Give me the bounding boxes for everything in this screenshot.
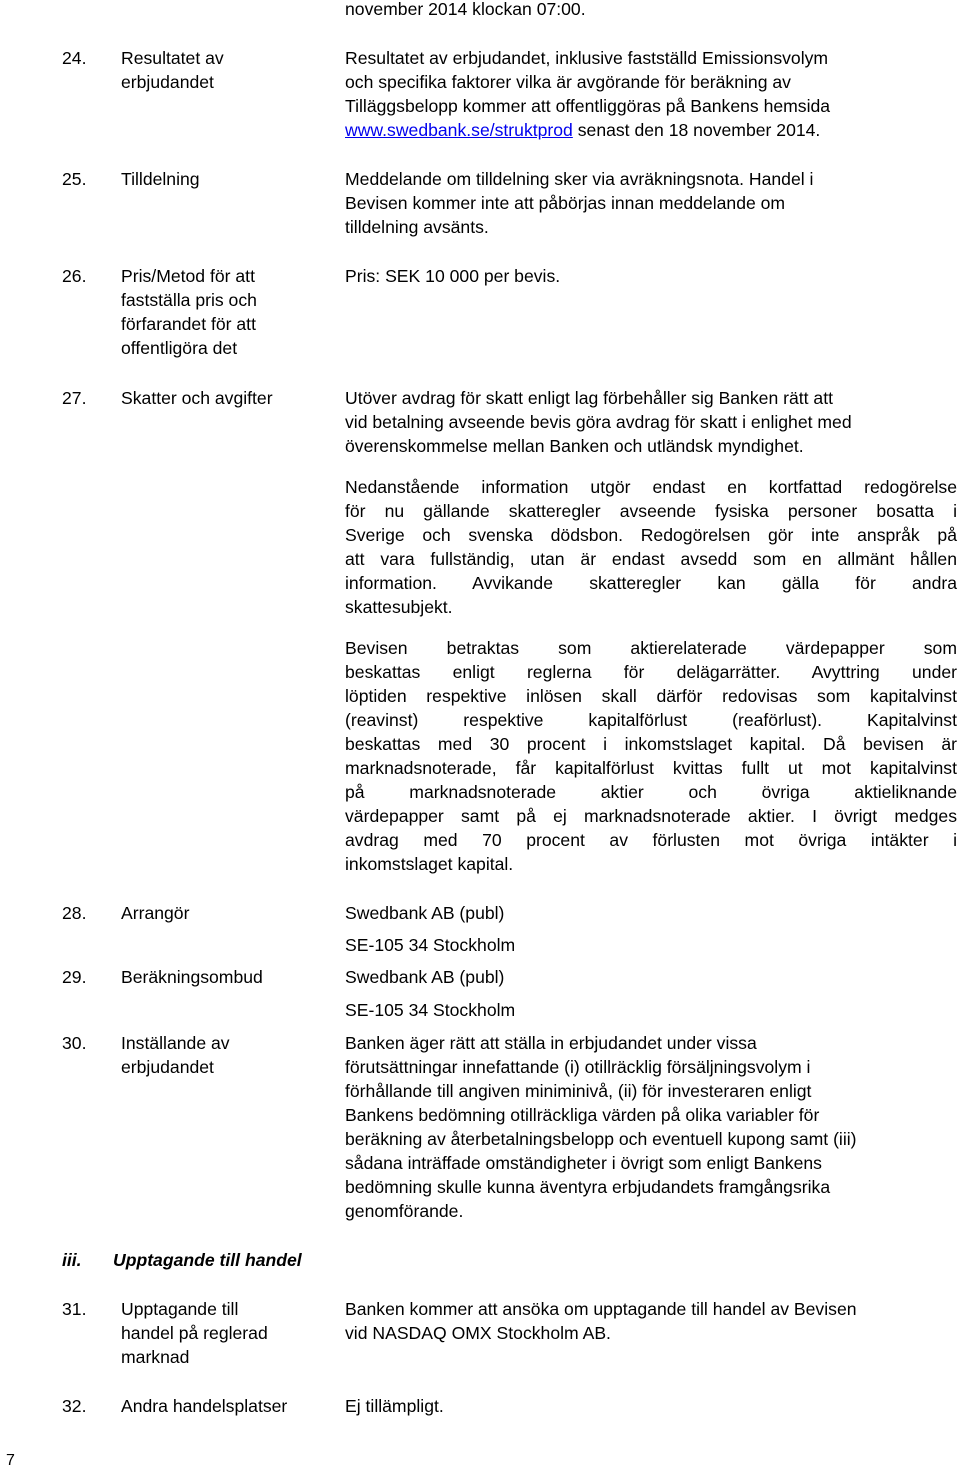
section-27-p3-line: beskattas enligt reglerna för delägarrätter. Avyttring under <box>345 662 957 682</box>
section-28-value-name: Swedbank AB (publ) <box>345 903 505 923</box>
section-31-value <box>345 1297 957 1345</box>
section-24-label-line: erbjudandet <box>121 72 214 92</box>
section-30-value-line: beräkning av återbetalningsbelopp och eventuell kupong samt (iii) <box>345 1129 857 1149</box>
section-29-label: Beräkningsombud <box>121 967 263 987</box>
section-30-value-line: genomförande. <box>345 1201 464 1221</box>
section-27-p1-line: vid betalning avseende bevis göra avdrag för skatt i enlighet med <box>345 412 852 432</box>
section-27-p3-line: (reavinst) respektive kapitalförlust (reaförlust). Kapitalvinst <box>345 710 957 730</box>
section-24-value-line: och specifika faktorer vilka är avgörande för beräkning av <box>345 72 791 92</box>
section-30-value-line: Banken äger rätt att ställa in erbjudandet under vissa <box>345 1033 757 1053</box>
section-30-value <box>345 1031 957 1223</box>
section-24-value-line: Tilläggsbelopp kommer att offentliggöras på Bankens hemsida <box>345 96 831 116</box>
page-number: 7 <box>6 1452 15 1469</box>
section-32-label: Andra handelsplatser <box>121 1396 288 1416</box>
section-26-label-line: förfarandet för att <box>121 314 256 334</box>
section-24-value-line: Resultatet av erbjudandet, inklusive fastställd Emissionsvolym <box>345 48 829 68</box>
section-25-label: Tilldelning <box>121 169 200 189</box>
section-27-p2-line: Sverige och svenska dödsbon. Redogörelsen gör inte anspråk på <box>345 525 957 545</box>
heading-iii-title: Upptagande till handel <box>113 1250 302 1270</box>
section-25-value-line: Bevisen kommer inte att påbörjas innan meddelande om <box>345 193 786 213</box>
section-27-p1-line: Utöver avdrag för skatt enligt lag förbehåller sig Banken rätt att <box>345 388 833 408</box>
section-28-value-address: SE-105 34 Stockholm <box>345 935 516 955</box>
section-30-value-line: förhållande till angiven miniminivå, (ii) för investeraren enligt <box>345 1081 812 1101</box>
section-30-label-line: Inställande av <box>121 1033 230 1053</box>
section-31-number: 31. <box>62 1299 87 1319</box>
section-27-p1-line: överenskommelse mellan Banken och utländsk myndighet. <box>345 436 804 456</box>
section-29-number: 29. <box>62 967 87 987</box>
section-27-paragraph-3 <box>345 636 957 876</box>
section-31-label <box>121 1297 326 1369</box>
section-26-label <box>121 264 326 360</box>
section-27-p3-line: inkomstslaget kapital. <box>345 854 514 874</box>
section-27-p2-line: att vara fullständig, utan är endast avsedd som en allmänt hållen <box>345 549 957 569</box>
section-27-number: 27. <box>62 388 87 408</box>
section-27-p3-line: värdepapper samt på ej marknadsnoterade aktier. I övrigt medges <box>345 806 957 826</box>
section-25-value-line: Meddelande om tilldelning sker via avräkningsnota. Handel i <box>345 169 814 189</box>
section-27-p2-line: för nu gällande skatteregler avseende fysiska personer bosatta i <box>345 501 957 521</box>
section-27-label: Skatter och avgifter <box>121 388 273 408</box>
section-24-label-line: Resultatet av <box>121 48 224 68</box>
section-30-value-line: bedömning skulle kunna äventyra erbjudandets framgångsrika <box>345 1177 831 1197</box>
section-30-value-line: förutsättningar innefattande (i) otillräcklig försäljningsvolym i <box>345 1057 811 1077</box>
section-26-label-line: offentligöra det <box>121 338 238 358</box>
heading-iii-number: iii. <box>62 1250 82 1270</box>
section-28-number: 28. <box>62 903 87 923</box>
section-27-p3-line: Bevisen betraktas som aktierelaterade värdepapper som <box>345 638 957 658</box>
section-30-value-line: sådana inträffade omständigheter i övrigt som enligt Bankens <box>345 1153 822 1173</box>
section-24-value-link-line <box>345 118 957 142</box>
section-25-number: 25. <box>62 169 87 189</box>
section-27-paragraph-2 <box>345 475 957 619</box>
section-27-paragraph-1 <box>345 386 957 458</box>
section-31-label-line: handel på reglerad <box>121 1323 268 1343</box>
section-27-p2-line: skattesubjekt. <box>345 597 453 617</box>
section-28-label: Arrangör <box>121 903 190 923</box>
section-31-label-line: Upptagande till <box>121 1299 239 1319</box>
section-30-label-line: erbjudandet <box>121 1057 214 1077</box>
section-29-value-address: SE-105 34 Stockholm <box>345 1000 516 1020</box>
section-26-label-line: Pris/Metod för att <box>121 266 255 286</box>
header-fragment: november 2014 klockan 07:00. <box>345 0 586 19</box>
section-32-value: Ej tillämpligt. <box>345 1396 444 1416</box>
section-27-p3-line: beskattas med 30 procent i inkomstslaget kapital. Då bevisen är <box>345 734 957 754</box>
section-26-number: 26. <box>62 266 87 286</box>
section-30-value-line: Bankens bedömning otillräckliga värden på olika variabler för <box>345 1105 820 1125</box>
section-27-p3-line: löptiden respektive inlösen skall därför redovisas som kapitalvinst <box>345 686 957 706</box>
section-24-value <box>345 46 957 142</box>
section-29-value-name: Swedbank AB (publ) <box>345 967 505 987</box>
section-30-number: 30. <box>62 1033 87 1053</box>
section-27-p2-line: information. Avvikande skatteregler kan gälla för andra <box>345 573 957 593</box>
section-25-value <box>345 167 957 239</box>
section-27-p3-line: marknadsnoterade, får kapitalförlust kvittas fullt ut mot kapitalvinst <box>345 758 957 778</box>
section-31-value-line: Banken kommer att ansöka om upptagande till handel av Bevisen <box>345 1299 857 1319</box>
section-26-label-line: fastställa pris och <box>121 290 257 310</box>
section-30-label <box>121 1031 326 1079</box>
section-27-p2-line: Nedanstående information utgör endast en kortfattad redogörelse <box>345 477 957 497</box>
section-25-value-line: tilldelning avsänts. <box>345 217 489 237</box>
section-24-label <box>121 46 326 94</box>
section-26-value: Pris: SEK 10 000 per bevis. <box>345 266 561 286</box>
section-27-p3-line: avdrag med 70 procent av förlusten mot övriga intäkter i <box>345 830 957 850</box>
section-31-value-line: vid NASDAQ OMX Stockholm AB. <box>345 1323 611 1343</box>
section-24-value-tail: senast den 18 november 2014. <box>572 120 821 140</box>
swedbank-struktprod-link[interactable]: www.swedbank.se/struktprod <box>345 120 573 140</box>
section-27-p3-line: på marknadsnoterade aktier och övriga aktieliknande <box>345 782 957 802</box>
section-24-number: 24. <box>62 48 87 68</box>
section-31-label-line: marknad <box>121 1347 190 1367</box>
section-32-number: 32. <box>62 1396 87 1416</box>
